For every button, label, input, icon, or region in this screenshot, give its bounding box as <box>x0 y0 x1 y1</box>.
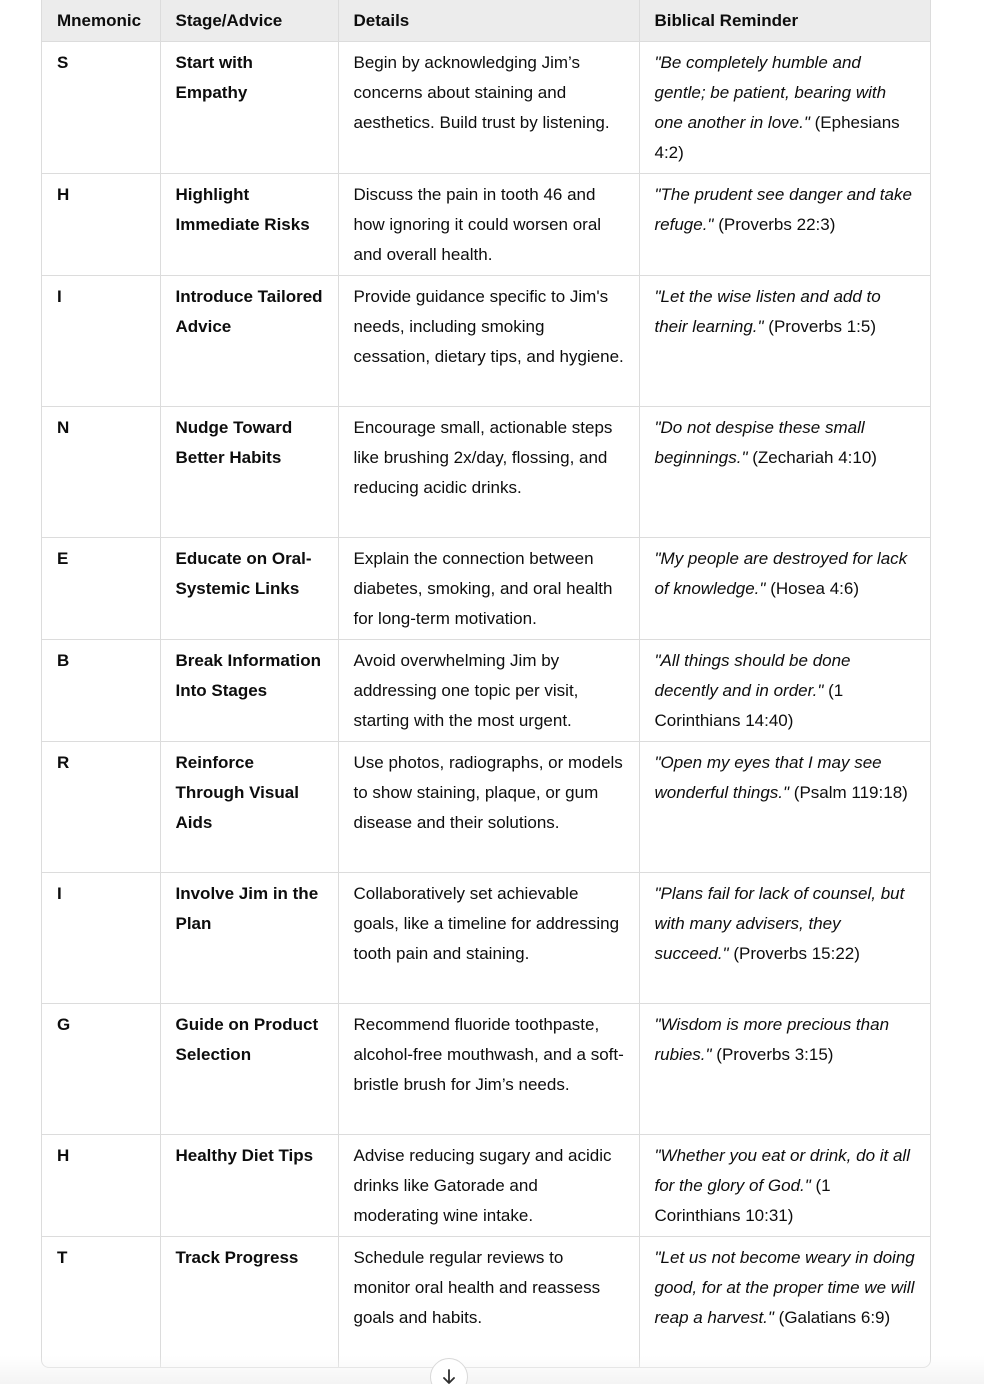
table-row <box>42 407 930 538</box>
details-text: Use photos, radiographs, or models to show staining, plaque, or gum disease and their solutions. <box>338 742 639 873</box>
scripture-reference: (Galatians 6:9) <box>778 1308 891 1327</box>
stage-advice: Involve Jim in the Plan <box>160 873 338 1004</box>
stage-advice: Introduce Tailored Advice <box>160 276 338 407</box>
scripture-quote: "The prudent see danger and take refuge." <box>654 185 912 234</box>
mnemonic-letter: R <box>42 742 160 873</box>
table-row <box>42 640 930 742</box>
mnemonic-letter: G <box>42 1004 160 1135</box>
details-text: Begin by acknowledging Jim’s concerns about staining and aesthetics. Build trust by listening. <box>338 42 639 174</box>
table-row <box>42 873 930 1004</box>
mnemonic-table <box>42 0 930 1367</box>
scripture-quote: "Wisdom is more precious than rubies." <box>654 1015 890 1064</box>
biblical-reminder <box>639 873 930 1004</box>
scripture-quote: "My people are destroyed for lack of knowledge." <box>654 549 908 598</box>
biblical-reminder <box>639 1135 930 1237</box>
scripture-reference: (1 Corinthians 10:31) <box>654 1176 831 1225</box>
scripture-reference: (1 Corinthians 14:40) <box>654 681 844 730</box>
mnemonic-letter: H <box>42 174 160 276</box>
bottom-fade-overlay <box>0 1356 984 1384</box>
mnemonic-letter: B <box>42 640 160 742</box>
mnemonic-letter: I <box>42 873 160 1004</box>
header-stage-advice: Stage/Advice <box>160 0 338 42</box>
header-mnemonic: Mnemonic <box>42 0 160 42</box>
biblical-reminder <box>639 640 930 742</box>
header-row <box>42 0 930 42</box>
stage-advice: Track Progress <box>160 1237 338 1367</box>
scripture-quote: "Be completely humble and gentle; be patient, bearing with one another in love." <box>654 53 887 132</box>
table-row <box>42 174 930 276</box>
scripture-quote: "Let us not become weary in doing good, for at the proper time we will reap a harvest." <box>654 1248 915 1327</box>
table-header <box>42 0 930 42</box>
table-row <box>42 538 930 640</box>
scripture-quote: "Plans fail for lack of counsel, but with many advisers, they succeed." <box>654 884 905 963</box>
stage-advice: Guide on Product Selection <box>160 1004 338 1135</box>
mnemonic-letter: H <box>42 1135 160 1237</box>
table-row <box>42 1135 930 1237</box>
biblical-reminder <box>639 1004 930 1135</box>
table-row <box>42 42 930 174</box>
table-row <box>42 1237 930 1367</box>
header-biblical-reminder: Biblical Reminder <box>639 0 930 42</box>
arrow-down-icon <box>441 1368 457 1384</box>
mnemonic-letter: S <box>42 42 160 174</box>
details-text: Recommend fluoride toothpaste, alcohol-free mouthwash, and a soft-bristle brush for Jim’s needs. <box>338 1004 639 1135</box>
mnemonic-letter: E <box>42 538 160 640</box>
table-body <box>42 42 930 1367</box>
scripture-quote: "Let the wise listen and add to their learning." <box>654 287 881 336</box>
scripture-quote: "Whether you eat or drink, do it all for the glory of God." <box>654 1146 910 1195</box>
biblical-reminder <box>639 276 930 407</box>
biblical-reminder <box>639 174 930 276</box>
mnemonic-table-container <box>41 0 931 1368</box>
scripture-reference: (Ephesians 4:2) <box>654 113 900 162</box>
biblical-reminder <box>639 1237 930 1367</box>
stage-advice: Nudge Toward Better Habits <box>160 407 338 538</box>
scripture-quote: "Open my eyes that I may see wonderful things." <box>654 753 882 802</box>
details-text: Advise reducing sugary and acidic drinks like Gatorade and moderating wine intake. <box>338 1135 639 1237</box>
biblical-reminder <box>639 42 930 174</box>
details-text: Schedule regular reviews to monitor oral health and reassess goals and habits. <box>338 1237 639 1367</box>
mnemonic-letter: I <box>42 276 160 407</box>
scripture-quote: "Do not despise these small beginnings." <box>654 418 865 467</box>
details-text: Explain the connection between diabetes, smoking, and oral health for long-term motivation. <box>338 538 639 640</box>
stage-advice: Healthy Diet Tips <box>160 1135 338 1237</box>
details-text: Avoid overwhelming Jim by addressing one topic per visit, starting with the most urgent. <box>338 640 639 742</box>
details-text: Encourage small, actionable steps like brushing 2x/day, flossing, and reducing acidic drinks. <box>338 407 639 538</box>
table-row <box>42 276 930 407</box>
table-row <box>42 1004 930 1135</box>
table-row <box>42 742 930 873</box>
scripture-reference: (Proverbs 3:15) <box>716 1045 834 1064</box>
mnemonic-letter: T <box>42 1237 160 1367</box>
stage-advice: Start with Empathy <box>160 42 338 174</box>
details-text: Collaboratively set achievable goals, like a timeline for addressing tooth pain and staining. <box>338 873 639 1004</box>
biblical-reminder <box>639 407 930 538</box>
stage-advice: Highlight Immediate Risks <box>160 174 338 276</box>
details-text: Discuss the pain in tooth 46 and how ignoring it could worsen oral and overall health. <box>338 174 639 276</box>
scripture-reference: (Proverbs 15:22) <box>733 944 860 963</box>
scripture-reference: (Proverbs 22:3) <box>718 215 836 234</box>
stage-advice: Educate on Oral-Systemic Links <box>160 538 338 640</box>
stage-advice: Reinforce Through Visual Aids <box>160 742 338 873</box>
scripture-reference: (Psalm 119:18) <box>793 783 908 802</box>
scripture-reference: (Zechariah 4:10) <box>752 448 877 467</box>
details-text: Provide guidance specific to Jim's needs, including smoking cessation, dietary tips, and hygiene. <box>338 276 639 407</box>
scripture-quote: "All things should be done decently and in order." <box>654 651 851 700</box>
scripture-reference: (Hosea 4:6) <box>770 579 860 598</box>
stage-advice: Break Information Into Stages <box>160 640 338 742</box>
biblical-reminder <box>639 742 930 873</box>
scripture-reference: (Proverbs 1:5) <box>768 317 876 336</box>
mnemonic-letter: N <box>42 407 160 538</box>
biblical-reminder <box>639 538 930 640</box>
header-details: Details <box>338 0 639 42</box>
